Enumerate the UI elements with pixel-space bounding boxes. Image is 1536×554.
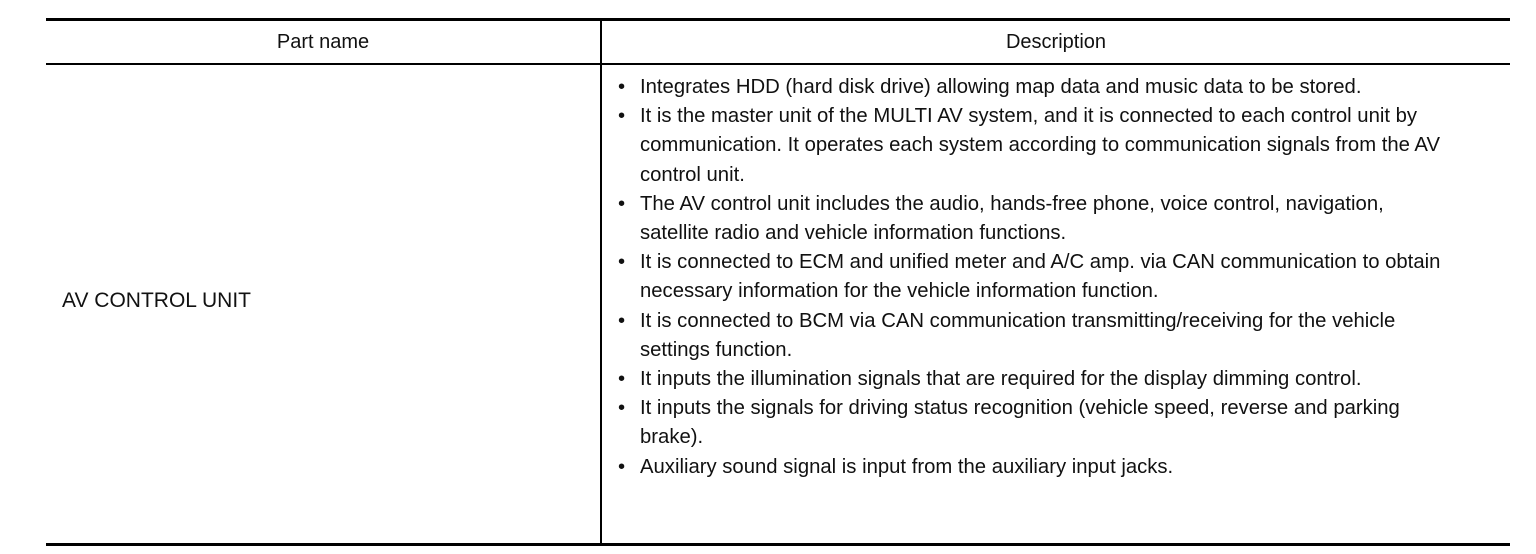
bullet-icon: • <box>618 251 626 274</box>
bullet-icon: • <box>618 76 626 98</box>
description-item <box>616 394 1446 452</box>
description-text: It is connected to ECM and unified meter and A/C amp. via CAN communication to obtain necessary information for the vehicle information function. <box>640 251 1441 303</box>
description-text: It is the master unit of the MULTI AV system, and it is connected to each control unit by communication. It operates each system according to communication signals from the AV control unit. <box>640 105 1440 186</box>
description-item <box>616 453 1446 482</box>
bullet-icon: • <box>618 368 626 391</box>
description-item <box>616 73 1446 102</box>
description-list <box>616 73 1446 482</box>
description-text: Auxiliary sound signal is input from the auxiliary input jacks. <box>640 455 1174 478</box>
description-text: It is connected to BCM via CAN communication transmitting/receiving for the vehicle settings function. <box>640 309 1396 361</box>
description-item <box>616 365 1446 394</box>
header-description: Description <box>1005 31 1107 53</box>
bullet-icon: • <box>618 397 626 420</box>
description-item <box>616 102 1446 190</box>
description-text: Integrates HDD (hard disk drive) allowing map data and music data to be stored. <box>640 76 1362 98</box>
column-divider <box>600 21 602 543</box>
part-name-cell: AV CONTROL UNIT <box>62 289 252 312</box>
description-text: The AV control unit includes the audio, hands-free phone, voice control, navigation, satellite radio and vehicle information functions. <box>640 192 1384 245</box>
description-item <box>616 190 1446 248</box>
table-header-row <box>46 21 1510 65</box>
bullet-icon: • <box>618 309 626 332</box>
bullet-icon: • <box>618 105 626 128</box>
parts-table <box>46 18 1510 546</box>
description-item <box>616 248 1446 306</box>
description-item <box>616 307 1446 365</box>
description-text: It inputs the signals for driving status recognition (vehicle speed, reverse and parking brake). <box>640 397 1400 449</box>
header-part-name: Part name <box>276 31 370 53</box>
bullet-icon: • <box>618 192 626 215</box>
bullet-icon: • <box>618 455 626 478</box>
description-text: It inputs the illumination signals that are required for the display dimming control. <box>640 368 1362 391</box>
